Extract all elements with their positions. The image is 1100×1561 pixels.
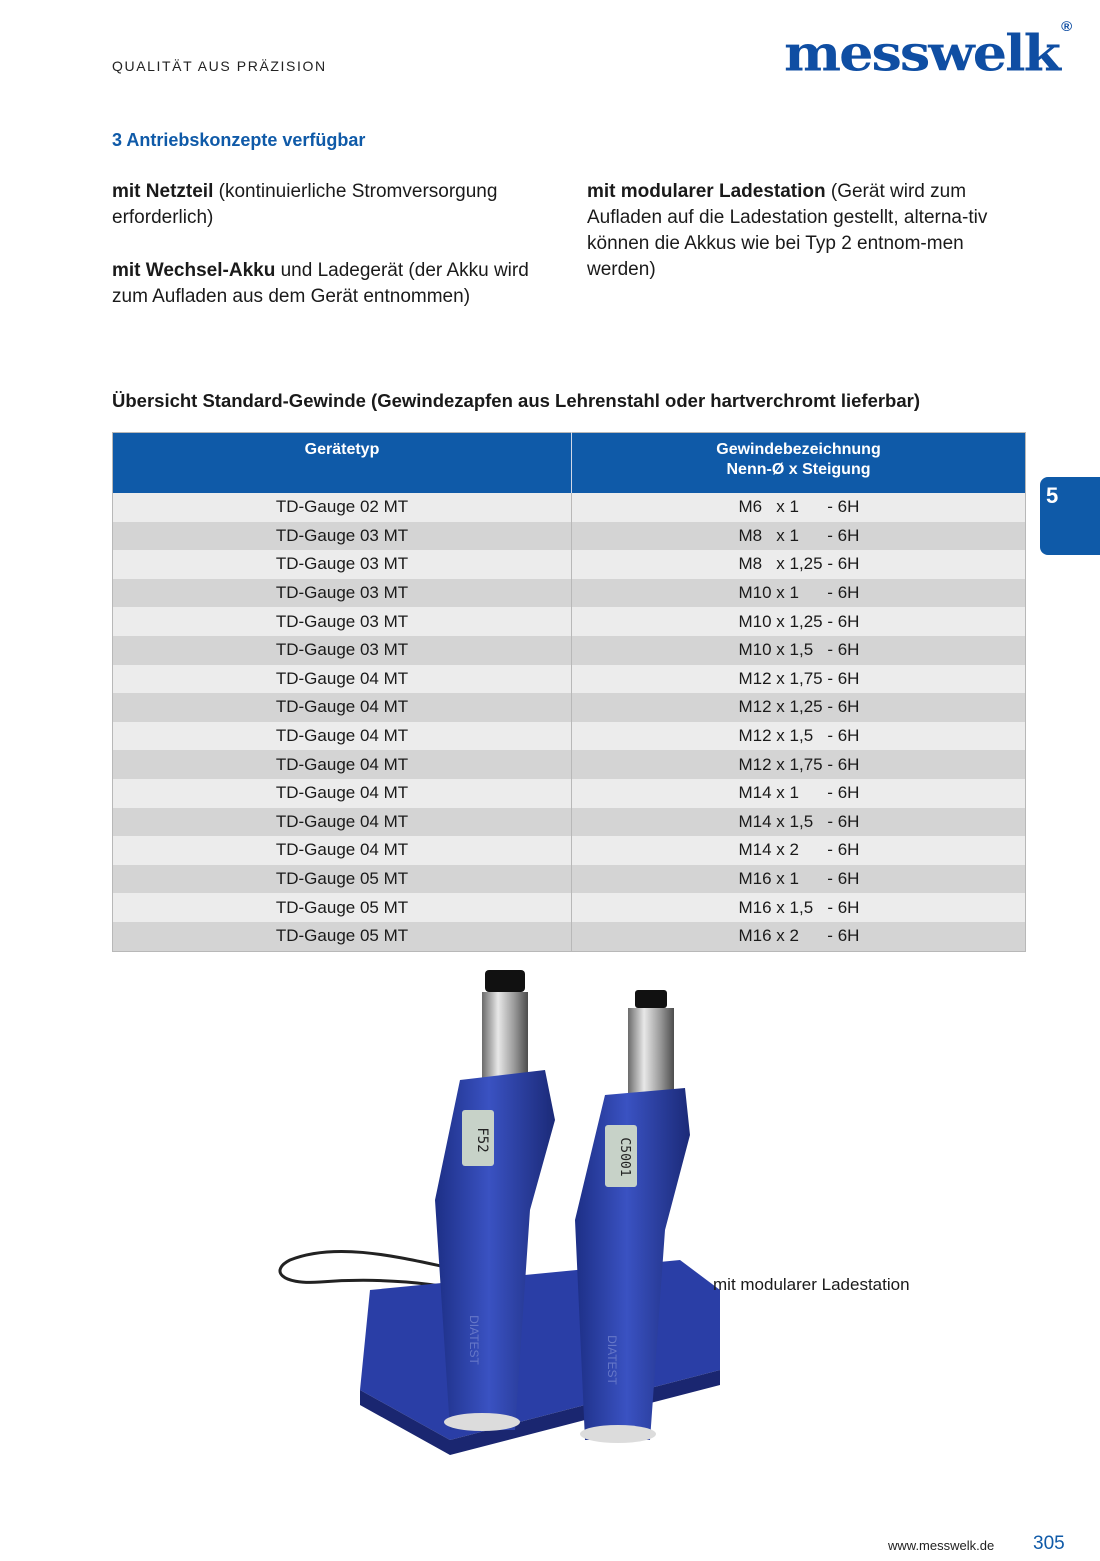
table-body: [113, 493, 1026, 951]
messwelk-logo: [784, 18, 1073, 83]
table-row: [113, 893, 1026, 922]
thread-designation: M12 x 1,25 - 6H: [738, 697, 860, 717]
concept-netzteil: [112, 179, 562, 231]
device-type-cell: TD-Gauge 05 MT: [113, 893, 572, 922]
logo-text: messwelk: [784, 23, 1060, 83]
right-gauge-ring: [580, 1425, 656, 1443]
thread-designation: M8 x 1 - 6H: [738, 525, 860, 545]
concept-title: mit Netzteil: [112, 181, 214, 202]
device-type-cell: TD-Gauge 04 MT: [113, 808, 572, 837]
table-row: [113, 865, 1026, 894]
thread-designation: M14 x 1 - 6H: [738, 783, 860, 803]
thread-designation-cell: [572, 722, 1026, 751]
table-row: [113, 922, 1026, 951]
page-number: 305: [1033, 1533, 1065, 1554]
concept-ladestation: [587, 179, 1032, 283]
table-row: [113, 550, 1026, 579]
left-gauge-ring: [444, 1413, 520, 1431]
thread-designation-cell: [572, 607, 1026, 636]
table-row: [113, 579, 1026, 608]
thread-designation-cell: [572, 493, 1026, 522]
device-type-cell: TD-Gauge 03 MT: [113, 579, 572, 608]
right-display-value: C5001: [617, 1137, 632, 1177]
thread-designation-cell: [572, 693, 1026, 722]
figure-caption: mit modularer Ladestation: [713, 1275, 910, 1294]
footer-url[interactable]: www.messwelk.de: [888, 1538, 995, 1553]
chapter-number: 5: [1046, 483, 1059, 508]
table-row: [113, 836, 1026, 865]
thread-designation-cell: [572, 779, 1026, 808]
table-row: [113, 779, 1026, 808]
column-label: Gewindebezeichnung: [716, 441, 881, 458]
table-row: [113, 493, 1026, 522]
thread-designation: M10 x 1 - 6H: [738, 583, 860, 603]
thread-designation-cell: [572, 665, 1026, 694]
thread-designation: M12 x 1,75 - 6H: [738, 754, 860, 774]
device-type-cell: TD-Gauge 02 MT: [113, 493, 572, 522]
charging-station-image: [260, 960, 720, 1500]
thread-designation: M14 x 1,5 - 6H: [738, 811, 860, 831]
thread-designation-cell: [572, 522, 1026, 551]
table-row: [113, 722, 1026, 751]
left-gauge-shaft: [482, 992, 528, 1082]
thread-designation-cell: [572, 550, 1026, 579]
thread-designation-cell: [572, 579, 1026, 608]
device-type-cell: TD-Gauge 04 MT: [113, 693, 572, 722]
thread-designation: M6 x 1 - 6H: [738, 497, 860, 517]
page-tagline: QUALITÄT AUS PRÄZISION: [112, 58, 327, 74]
device-type-cell: TD-Gauge 03 MT: [113, 522, 572, 551]
thread-designation: M16 x 2 - 6H: [738, 926, 860, 946]
device-type-cell: TD-Gauge 03 MT: [113, 636, 572, 665]
right-brand-text: DIATEST: [605, 1335, 619, 1385]
table-row: [113, 522, 1026, 551]
column-sublabel: Nenn-Ø x Steigung: [726, 461, 871, 478]
table-row: [113, 693, 1026, 722]
thread-designation: M16 x 1,5 - 6H: [738, 897, 860, 917]
concept-wechsel-akku: [112, 258, 562, 310]
column-header-thread: [572, 433, 1026, 494]
thread-designation: M16 x 1 - 6H: [738, 869, 860, 889]
table-row: [113, 607, 1026, 636]
concept-description: (Gerät wird zum Aufladen auf die Ladestation gestellt, alterna-tiv können die Akkus wie bei Typ 2 entnom-men werden): [587, 181, 988, 280]
device-type-cell: TD-Gauge 04 MT: [113, 836, 572, 865]
device-type-cell: TD-Gauge 03 MT: [113, 607, 572, 636]
thread-designation: M10 x 1,25 - 6H: [738, 611, 860, 631]
chapter-tab: [1040, 477, 1100, 555]
thread-designation-cell: [572, 808, 1026, 837]
column-label: Gerätetyp: [304, 441, 380, 458]
concept-description: (kontinuierliche Stromversorgung erforderlich): [112, 181, 498, 228]
left-brand-text: DIATEST: [467, 1315, 481, 1365]
left-display-value: F52: [474, 1127, 490, 1153]
device-type-cell: TD-Gauge 05 MT: [113, 865, 572, 894]
device-type-cell: TD-Gauge 04 MT: [113, 750, 572, 779]
table-row: [113, 636, 1026, 665]
thread-designation-cell: [572, 865, 1026, 894]
registered-mark: ®: [1061, 18, 1073, 35]
table-row: [113, 750, 1026, 779]
station-base: [360, 1260, 720, 1440]
thread-designation-cell: [572, 750, 1026, 779]
thread-designation-cell: [572, 636, 1026, 665]
column-header-device: [113, 433, 572, 494]
thread-designation: M8 x 1,25 - 6H: [738, 554, 860, 574]
table-row: [113, 808, 1026, 837]
concept-title: mit Wechsel-Akku: [112, 260, 276, 281]
device-type-cell: TD-Gauge 03 MT: [113, 550, 572, 579]
device-type-cell: TD-Gauge 04 MT: [113, 722, 572, 751]
concept-title: mit modularer Ladestation: [587, 181, 826, 202]
device-type-cell: TD-Gauge 04 MT: [113, 665, 572, 694]
thread-designation: M12 x 1,5 - 6H: [738, 726, 860, 746]
thread-designation-cell: [572, 893, 1026, 922]
right-gauge-cap: [635, 990, 667, 1008]
thread-designation-cell: [572, 922, 1026, 951]
right-gauge-shaft: [628, 1008, 674, 1098]
thread-designation: M12 x 1,75 - 6H: [738, 668, 860, 688]
thread-designation-cell: [572, 836, 1026, 865]
table-heading: Übersicht Standard-Gewinde (Gewindezapfen aus Lehrenstahl oder hartverchromt lieferbar): [112, 390, 921, 411]
thread-designation: M14 x 2 - 6H: [738, 840, 860, 860]
concepts-heading: 3 Antriebskonzepte verfügbar: [112, 130, 366, 150]
concept-description: und Ladegerät (der Akku wird zum Aufladen aus dem Gerät entnommen): [112, 260, 529, 307]
left-gauge-cap: [485, 970, 525, 992]
table-row: [113, 665, 1026, 694]
thread-table: [112, 432, 1026, 952]
table-header-row: [113, 433, 1026, 494]
device-type-cell: TD-Gauge 05 MT: [113, 922, 572, 951]
thread-designation: M10 x 1,5 - 6H: [738, 640, 860, 660]
device-type-cell: TD-Gauge 04 MT: [113, 779, 572, 808]
